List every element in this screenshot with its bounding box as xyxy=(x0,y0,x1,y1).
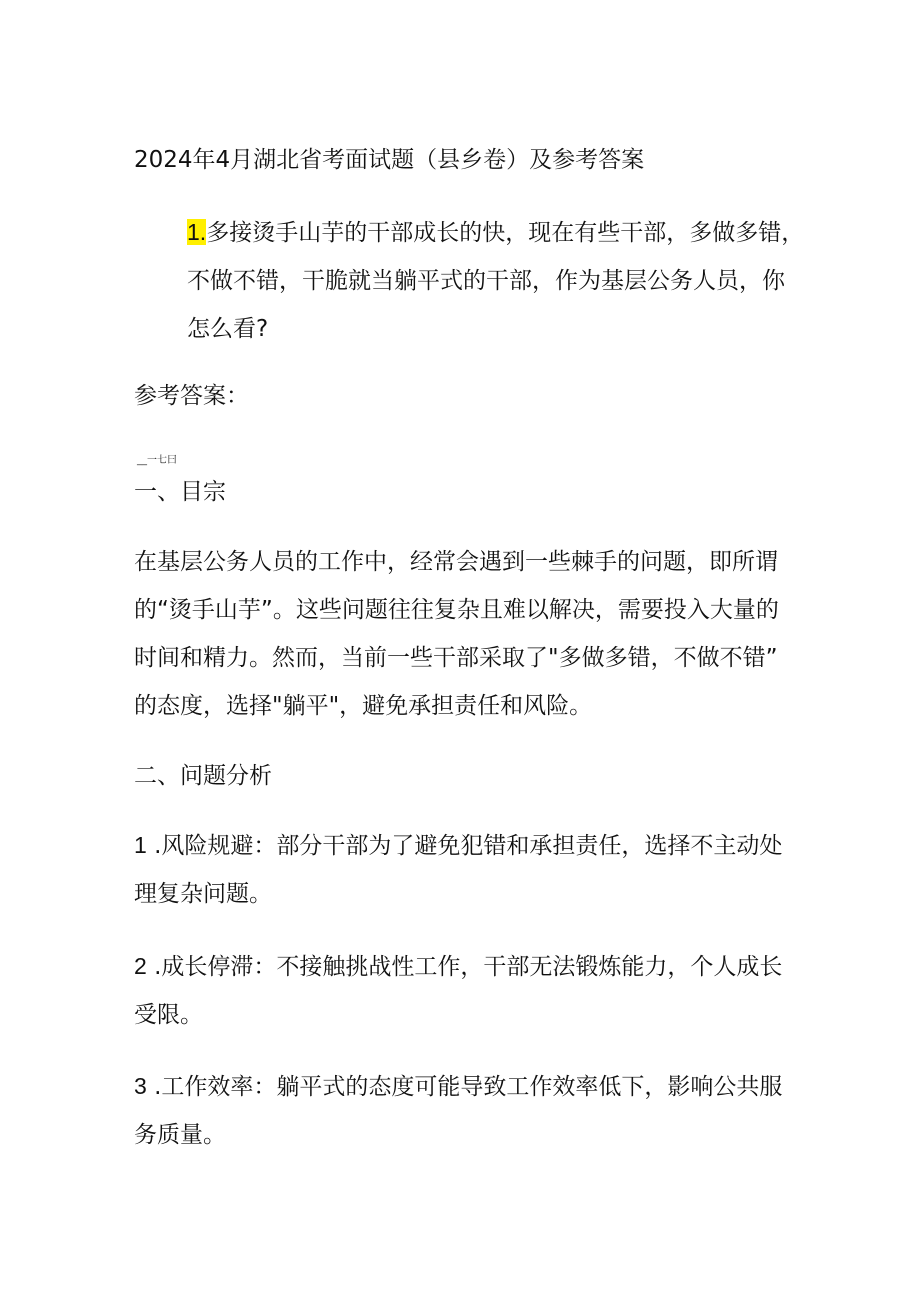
section-heading-2: 二、问题分析 xyxy=(134,763,272,789)
analysis-item-2 xyxy=(134,942,794,1039)
question-block xyxy=(187,208,805,353)
analysis-item-line xyxy=(134,1062,794,1111)
analysis-item-line xyxy=(134,942,794,991)
question-line-1 xyxy=(187,208,805,257)
question-text-1: 多接烫手山芋的干部成长的快，现在有些干部，多做多错， xyxy=(206,220,805,246)
paragraph-line: 的态度，选择"躺平"，避免承担责任和风险。 xyxy=(134,693,593,719)
analysis-item-number: 1 xyxy=(134,832,147,858)
question-line-3: 怎么看? xyxy=(187,316,269,342)
answer-label: 参考答案： xyxy=(134,383,249,409)
analysis-item-line: 受限。 xyxy=(134,1002,203,1028)
analysis-item-text: .风险规避：部分干部为了避免犯错和承担责任，选择不主动处 xyxy=(146,833,783,859)
analysis-item-text: .工作效率：躺平式的态度可能导致工作效率低下，影响公共服 xyxy=(146,1074,783,1100)
analysis-item-line: 理复杂问题。 xyxy=(134,881,272,907)
document-title: 2024年4月湖北省考面试题（县乡卷）及参考答案 xyxy=(134,147,645,173)
paragraph-line: 的“烫手山芋”。这些问题往往复杂且难以解决，需要投入大量的 xyxy=(134,597,779,623)
paragraph-line: 在基层公务人员的工作中，经常会遇到一些棘手的问题，即所谓 xyxy=(134,549,778,575)
question-line-2: 不做不错，干脆就当躺平式的干部，作为基层公务人员，你 xyxy=(187,268,785,294)
analysis-item-3 xyxy=(134,1062,794,1159)
section-heading-1: 一、目宗 xyxy=(134,479,226,505)
paragraph-line: 时间和精力。然而，当前一些干部采取了"多做多错，不做不错” xyxy=(134,645,778,671)
section-1-paragraph xyxy=(134,538,794,730)
analysis-item-1 xyxy=(134,821,794,918)
analysis-item-number: 3 xyxy=(134,1073,147,1099)
analysis-item-line: 务质量。 xyxy=(134,1122,226,1148)
analysis-item-text: .成长停滞：不接触挑战性工作，干部无法锻炼能力，个人成长 xyxy=(146,954,783,980)
question-number-highlight: 1. xyxy=(187,219,207,245)
analysis-item-number: 2 xyxy=(134,953,147,979)
ocr-artifact-text: __一七曰 xyxy=(137,455,177,466)
analysis-item-line xyxy=(134,821,794,870)
